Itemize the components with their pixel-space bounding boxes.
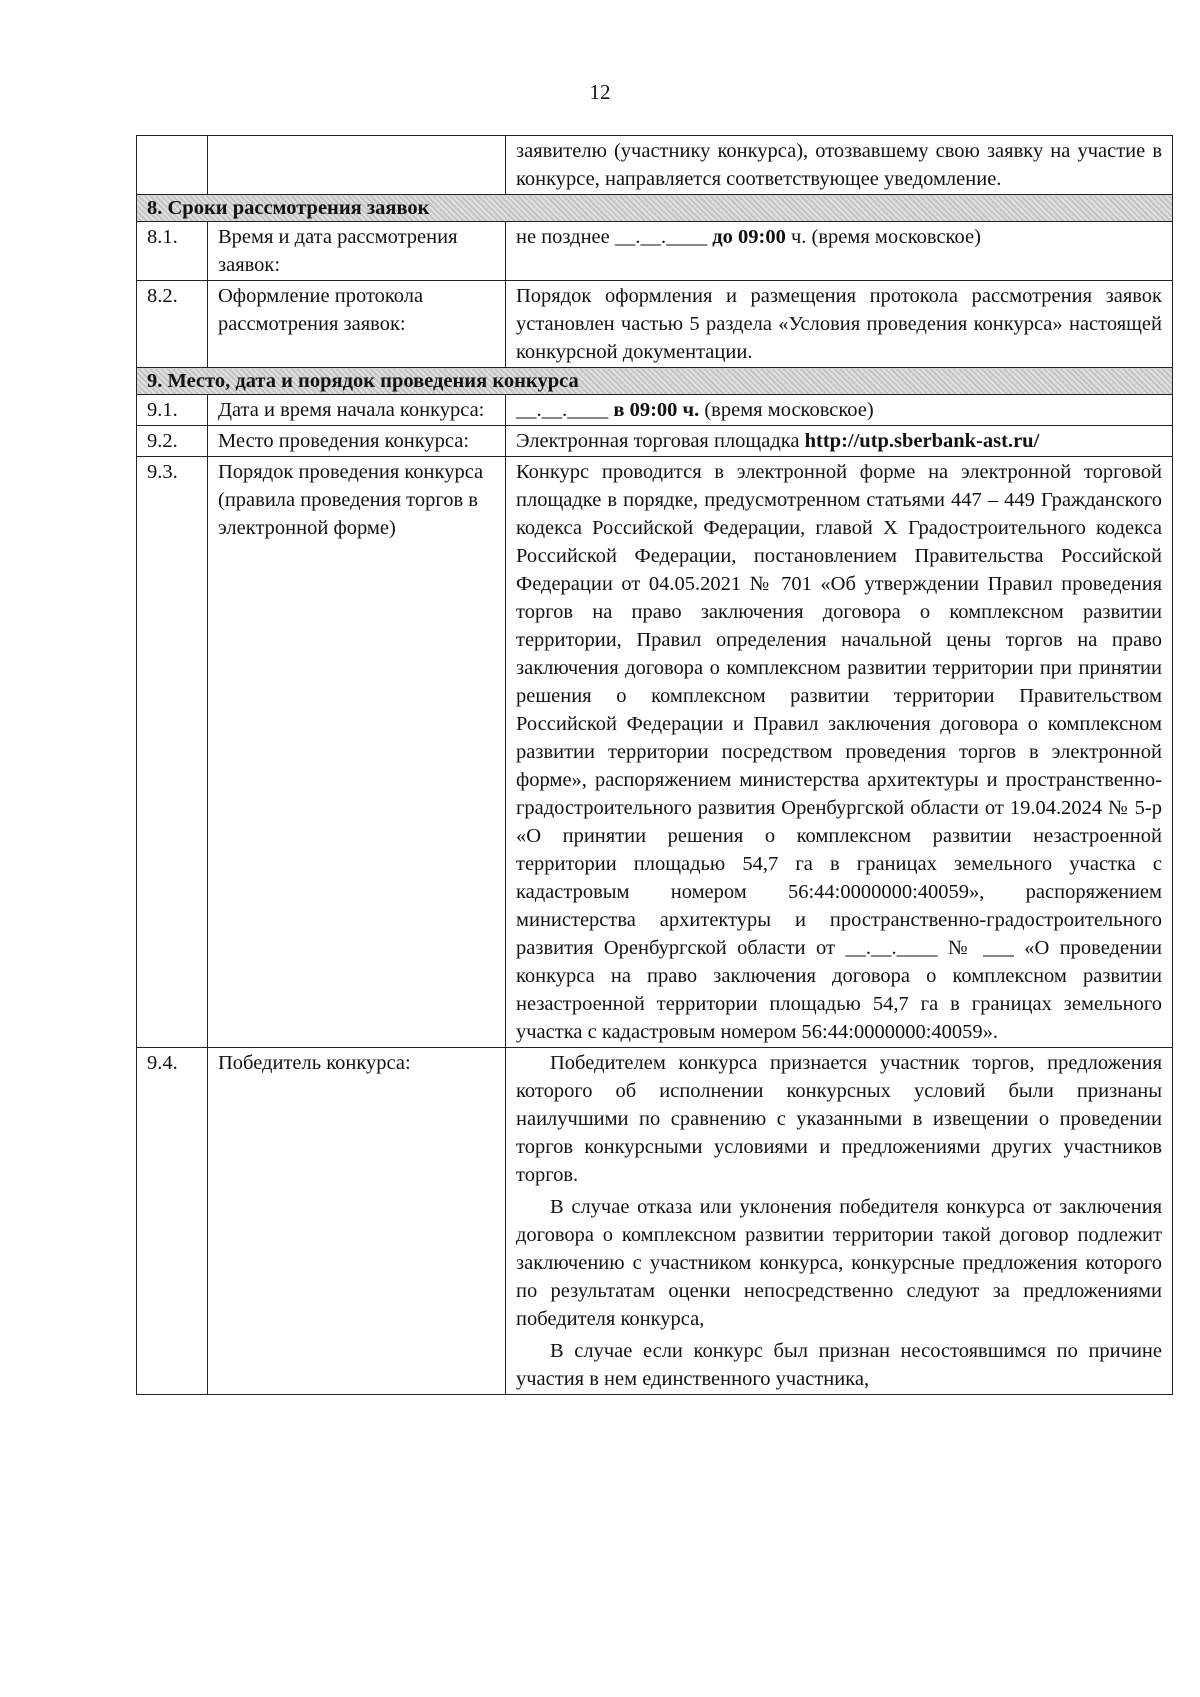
date-placeholder: __.__.____ — [516, 399, 614, 421]
row-number: 9.3. — [137, 457, 208, 1048]
table-row-9-3 — [137, 457, 1173, 1048]
paragraph: В случае если конкурс был признан несостоявшимся по причине участия в нем единственного участника, — [516, 1340, 1162, 1390]
row-number: 8.1. — [137, 222, 208, 281]
row-name: Порядок проведения конкурса (правила проведения торгов в электронной форме) — [208, 457, 506, 1048]
table-row-9-1 — [137, 395, 1173, 426]
time-value: в 09:00 ч. — [613, 399, 700, 421]
row-name: Время и дата рассмотрения заявок: — [208, 222, 506, 281]
row-value — [506, 426, 1173, 457]
row-name: Оформление протокола рассмотрения заявок: — [208, 281, 506, 368]
row-name: Место проведения конкурса: — [208, 426, 506, 457]
section-title: 9. Место, дата и порядок проведения конкурса — [137, 368, 1173, 395]
row-value-cell: заявителю (участнику конкурса), отозвавшему свою заявку на участие в конкурсе, направляется соответствующее уведомление. — [506, 136, 1173, 195]
section-header-8 — [137, 195, 1173, 222]
section-header-9 — [137, 368, 1173, 395]
row-number: 9.4. — [137, 1048, 208, 1395]
platform-url: http://utp.sberbank-ast.ru/ — [804, 430, 1040, 452]
row-number-cell — [137, 136, 208, 195]
paragraph: Победителем конкурса признается участник торгов, предложения которого об исполнении конкурсных условий были признаны наилучшими по сравнению с указанными в извещении о проведении торгов конкурсными условиями и предложениями других участников торгов. — [516, 1052, 1162, 1186]
row-number: 8.2. — [137, 281, 208, 368]
section-title: 8. Сроки рассмотрения заявок — [137, 195, 1173, 222]
row-value — [506, 1048, 1173, 1395]
table-row-8-2 — [137, 281, 1173, 368]
table-row-9-4 — [137, 1048, 1173, 1395]
row-value: Конкурс проводится в электронной форме на электронной торговой площадке в порядке, предусмотренном статьями 447 – 449 Гражданского кодекса Российской Федерации, главой X Градостроительного кодекса Российской Федерации, постановлением Правительства Российской Федерации от 04.05.2021 № 701 «Об утверждении Правил проведения торгов на право заключения договора о комплексном развитии территории, Правил определения начальной цены торгов на право заключения договора о комплексном развитии территории при принятии решения о комплексном развитии территории Правительством Российской Федерации и Правил заключения договора о комплексном развитии территории посредством проведения торгов в электронной форме», распоряжением министерства архитектуры и пространственно-градостроительного развития Оренбургской области от 19.04.2024 № 5-р «О принятии решения о комплексном развитии незастроенной территории площадью 54,7 га в границах земельного участка с кадастровым номером 56:44:0000000:40059», распоряжением министерства архитектуры и пространственно-градостроительного развития Оренбургской области от __.__.____ № ___ «О проведении конкурса на право заключения договора о комплексном развитии незастроенной территории площадью 54,7 га в границах земельного участка с кадастровым номером 56:44:0000000:40059». — [506, 457, 1173, 1048]
competition-terms-table — [136, 135, 1173, 1395]
time-zone-note: ч. (время московское) — [785, 226, 981, 248]
paragraph: В случае отказа или уклонения победителя конкурса от заключения договора о комплексном развитии территории такой договор подлежит заключению с участником конкурса, конкурсные предложения которого по результатам оценки непосредственно следуют за предложениями победителя конкурса, — [516, 1196, 1162, 1330]
time-value: до 09:00 — [712, 226, 786, 248]
row-name: Дата и время начала конкурса: — [208, 395, 506, 426]
row-value: Порядок оформления и размещения протокола рассмотрения заявок установлен частью 5 раздела «Условия проведения конкурса» настоящей конкурсной документации. — [506, 281, 1173, 368]
row-value — [506, 395, 1173, 426]
row-name-cell — [208, 136, 506, 195]
row-number: 9.1. — [137, 395, 208, 426]
table-row-9-2 — [137, 426, 1173, 457]
platform-label: Электронная торговая площадка — [516, 430, 805, 452]
time-zone-note: (время московское) — [699, 399, 874, 421]
table-row-8-1 — [137, 222, 1173, 281]
row-number: 9.2. — [137, 426, 208, 457]
table-row-continuation — [137, 136, 1173, 195]
date-placeholder: не позднее __.__.____ — [516, 226, 713, 248]
page-number: 12 — [589, 80, 611, 104]
row-value — [506, 222, 1173, 281]
row-name: Победитель конкурса: — [208, 1048, 506, 1395]
